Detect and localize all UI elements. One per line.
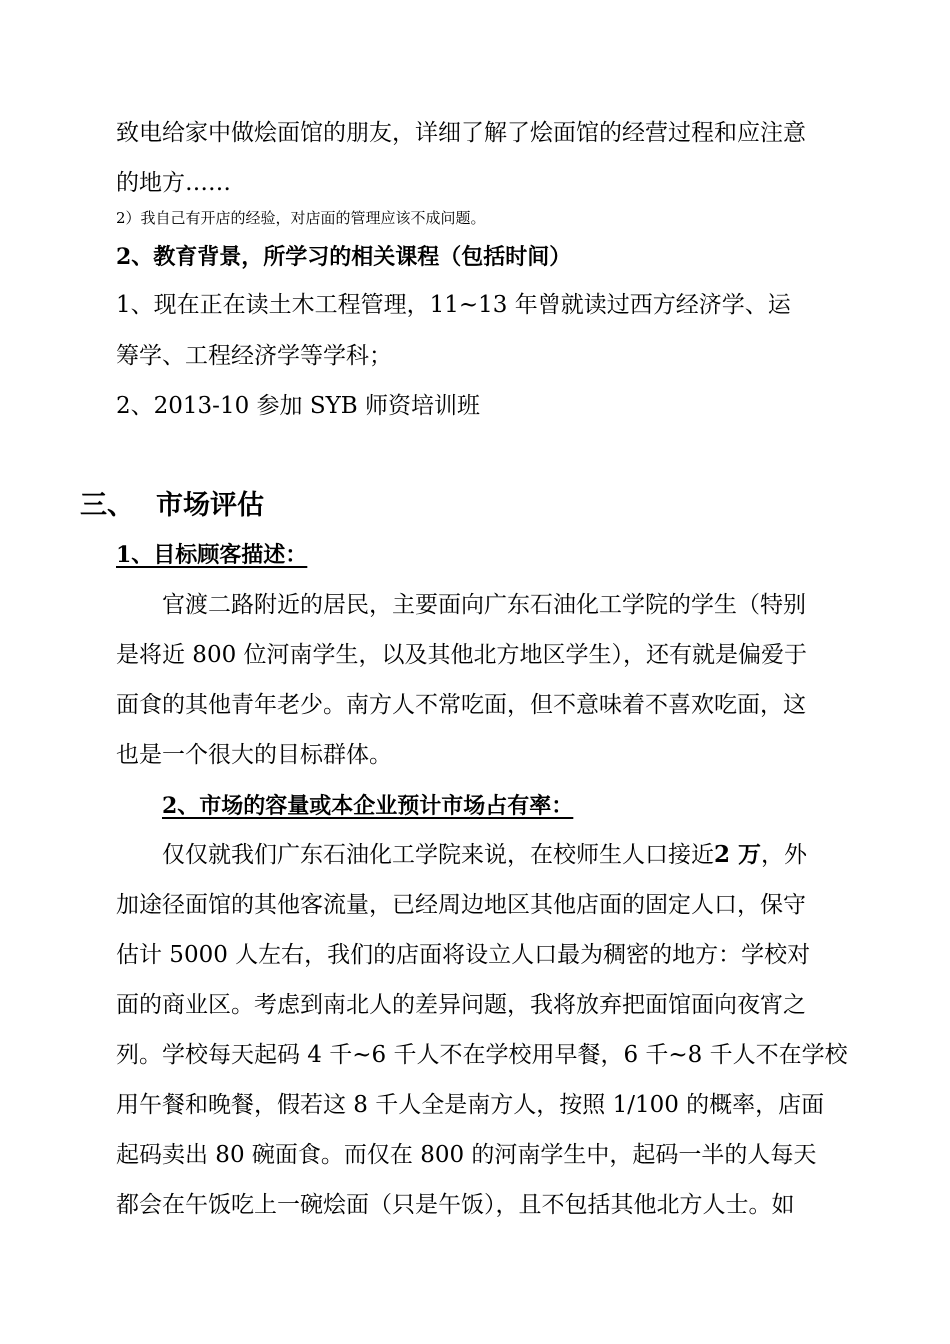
paragraph-line: 面食的其他青年老少。南方人不常吃面，但不意味着不喜欢吃面，这	[116, 692, 806, 718]
paragraph-line: 面的商业区。考虑到南北人的差异问题，我将放弃把面馆面向夜宵之	[116, 992, 806, 1018]
text-run: 仅仅就我们广东石油化工学院来说，在校师生人口接近	[162, 842, 714, 868]
paragraph-line: 也是一个很大的目标群体。	[116, 742, 392, 768]
paragraph-line: 用午餐和晚餐，假若这 8 千人全是南方人，按照 1/100 的概率，店面	[116, 1092, 825, 1118]
text-run-bold: 2 万	[714, 841, 762, 868]
paragraph-line: 加途径面馆的其他客流量，已经周边地区其他店面的固定人口，保守	[116, 892, 806, 918]
paragraph-line: 筹学、工程经济学等学科；	[116, 343, 392, 369]
subheading-market-capacity: 2、市场的容量或本企业预计市场占有率：	[162, 793, 574, 819]
paragraph-line: 列。学校每天起码 4 千~6 千人不在学校用早餐，6 千~8 千人不在学校	[116, 1042, 848, 1068]
paragraph-line: 致电给家中做烩面馆的朋友，详细了解了烩面馆的经营过程和应注意	[116, 120, 806, 146]
section-heading	[80, 489, 264, 523]
paragraph-line: 估计 5000 人左右，我们的店面将设立人口最为稠密的地方：学校对	[116, 942, 811, 968]
paragraph-line: 1、现在正在读土木工程管理，11~13 年曾就读过西方经济学、运	[116, 292, 791, 318]
subheading-target-customers: 1、目标顾客描述：	[116, 542, 308, 568]
paragraph-line: 2、2013-10 参加 SYB 师资培训班	[116, 393, 480, 419]
section-title: 市场评估	[156, 490, 264, 521]
paragraph-line: 都会在午饭吃上一碗烩面（只是午饭），且不包括其他北方人士。如	[116, 1192, 795, 1218]
subheading-education: 2、教育背景，所学习的相关课程（包括时间）	[116, 244, 572, 270]
paragraph-line: 2）我自己有开店的经验，对店面的管理应该不成问题。	[116, 209, 486, 227]
paragraph-line: 的地方……	[116, 170, 231, 196]
section-number: 三、	[80, 490, 134, 521]
text-run: ，外	[761, 842, 808, 868]
paragraph-line: 官渡二路附近的居民，主要面向广东石油化工学院的学生（特别	[162, 592, 806, 618]
paragraph-line: 是将近 800 位河南学生，以及其他北方地区学生），还有就是偏爱于	[116, 642, 808, 668]
paragraph-line: 起码卖出 80 碗面食。而仅在 800 的河南学生中，起码一半的人每天	[116, 1142, 817, 1168]
paragraph-line	[162, 840, 807, 870]
